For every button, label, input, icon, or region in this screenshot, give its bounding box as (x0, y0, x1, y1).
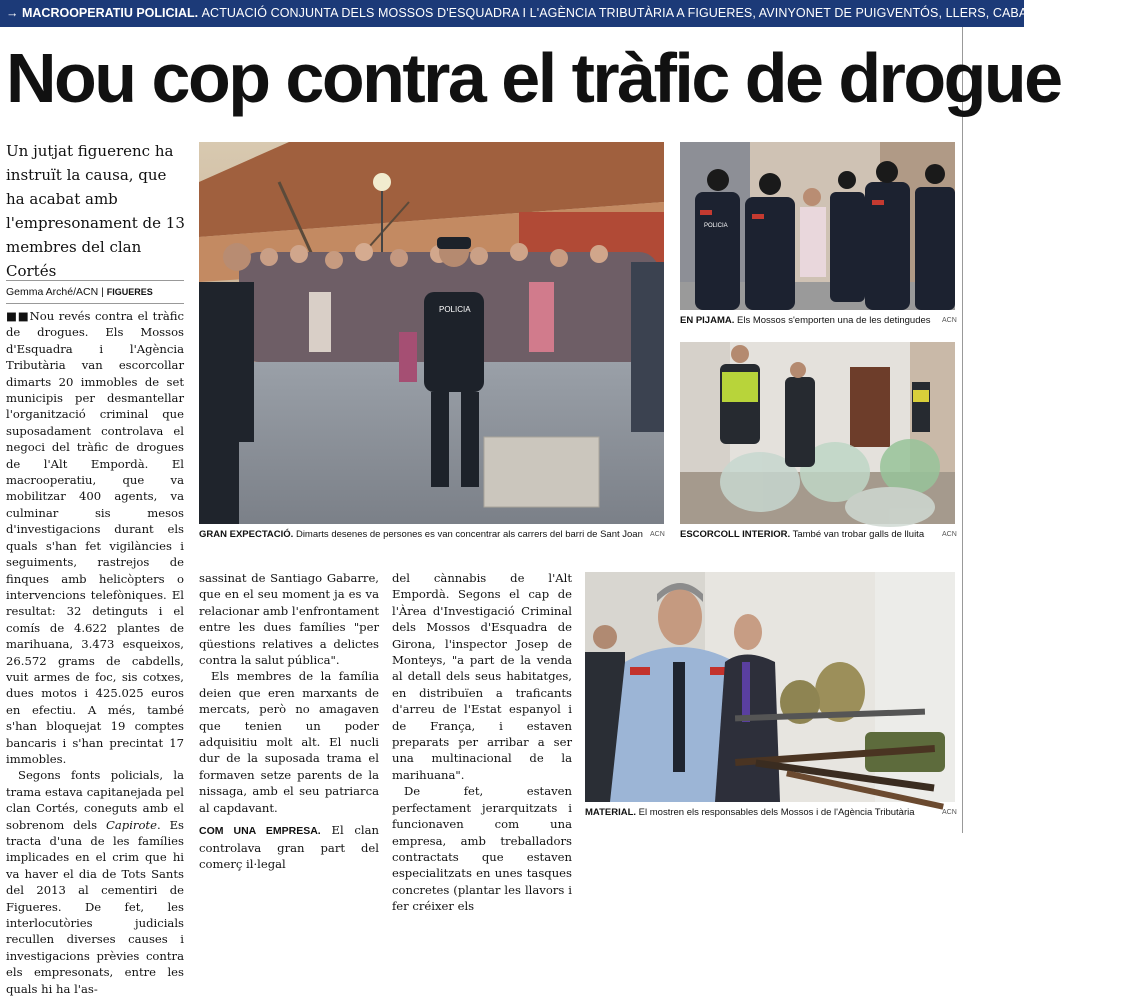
caption-text: Dimarts desenes de persones es van concentrar als carrers del barri de Sant Joan (293, 529, 643, 540)
section-bar (0, 0, 1131, 27)
seized-material-image (585, 572, 955, 802)
photo-pajama (680, 142, 955, 310)
article-column-2 (199, 570, 379, 872)
photo-interior-caption (680, 528, 940, 541)
text-run: El clan controlava gran part del comerç il·legal (199, 823, 380, 871)
interior-search-image (680, 342, 955, 524)
caption-text: El mostren els responsables dels Mossos i de l'Agència Tributària (636, 807, 915, 818)
text-run: Segons fonts policials, la trama estava capitanejada pel clan Cortés, coneguts amb el sobrenom dels (6, 768, 184, 832)
photo-pajama-caption (680, 314, 940, 327)
photo-interior (680, 342, 955, 524)
paragraph: sassinat de Santiago Gabarre, que en el seu moment ja es va relacionar amb l'enfrontament entre les dues famílies "per qüestions relatives a delictes contra la salut pública". (199, 571, 379, 668)
lede: Un jutjat figuerenc ha instruït la causa, que ha acabat amb l'empresonament de 13 membres del clan Cortés (6, 142, 185, 280)
photo-credit: ACN (650, 531, 665, 538)
paragraph (199, 822, 379, 872)
text-run: . Es tracta d'una de les famílies implicades en el crim que hi va haver el dia de Tots Sants del 2013 al cementiri de Figueres. De fet, les interlocutòries judicials recullen diverses causes i investigacions prèvies contra els empresonats, entre les quals hi ha l'as- (6, 817, 184, 996)
page-margin-rule (962, 27, 963, 833)
article-column-3 (392, 570, 572, 915)
byline-location: FIGUERES (106, 287, 153, 297)
vest-label: POLICIA (704, 223, 728, 229)
byline: Gemma Arché/ACN | FIGUERES (6, 280, 184, 304)
photo-material-caption (585, 806, 935, 819)
photo-credit: ACN (942, 531, 957, 538)
byline-author: Gemma Arché/ACN (6, 286, 99, 298)
caption-label: GRAN EXPECTACIÓ. (199, 529, 294, 540)
photo-crowd (199, 142, 664, 524)
headline: Nou cop contra el tràfic de drogue (6, 39, 1061, 117)
nickname-italic: Capirote (106, 817, 157, 832)
crowd-scene-image (199, 142, 664, 524)
paragraph: del cànnabis de l'Alt Empordà. Segons el cap de l'Àrea d'Investigació Criminal dels Mossos d'Esquadra de Girona, l'inspector Josep de Monteys, "a part de la venda al detall dels seus habitatges, en distribuïen a traficants d'arreu de l'Estat espanyol i de França, i estaven preparats per arribar a ser una multinacional de la marihuana". (392, 571, 572, 782)
paragraph: De fet, estaven perfectament jerarquitzats i funcionaven com una empresa, amb treballadors contractats que estaven especialitzats en unes tasques concretes (plantar les llavors i fer créixer els (392, 784, 572, 914)
caption-label: EN PIJAMA. (680, 315, 735, 326)
caption-text: Els Mossos s'emporten una de les detingudes (734, 315, 931, 326)
photo-crowd-caption (199, 528, 643, 541)
vest-label: POLICIA (439, 305, 471, 314)
article-column-1 (6, 308, 184, 997)
section-subtitle: ACTUACIÓ CONJUNTA DELS MOSSOS D'ESQUADRA I L'AGÈNCIA TRIBUTÀRIA A FIGUERES, AVINYONET DE PUIGVENTÓS, LLERS, CABANES, SANT MIQU (201, 6, 1131, 20)
photo-material (585, 572, 955, 802)
photo-credit: ACN (942, 317, 957, 324)
caption-label: MATERIAL. (585, 807, 637, 818)
paragraph: ■■Nou revés contra el tràfic de drogues. Els Mossos d'Esquadra i l'Agència Tributària van escorcollar dimarts 20 immobles de set municipis per desmantellar l'organització criminal que suposadament controlava el negoci del tràfic de drogues de l'Alt Empordà. El macrooperatiu, que va mobilitzar 400 agents, va culminar sis mesos d'investigacions durant els quals s'han fet vigilàncies i seguiments, rastrejos de finques amb helicòpters o intervencions telefòniques. El resultat: 32 detinguts i el comís de 4.622 plantes de marihuana, 3.473 esqueixos, 26.572 grams de cabdells, vuit armes de foc, sis cotxes, dues motos i 425.025 euros en efectiu. A més, també s'han bloquejat 19 comptes bancaris i s'han precintat 17 immobles. (6, 309, 184, 766)
section-kicker: → MACROOPERATIU POLICIAL. (6, 6, 199, 20)
subhead: COM UNA EMPRESA. (199, 825, 321, 838)
paragraph (6, 767, 184, 997)
caption-label: ESCORCOLL INTERIOR. (680, 529, 791, 540)
paragraph: Els membres de la família deien que eren marxants de mercats, però no amagaven que tenien un poder adquisitiu molt alt. El nucli dur de la suposada trama el formaven setze parents de la nissaga, amb el seu patriarca al capdavant. (199, 669, 379, 815)
arrest-scene-image (680, 142, 955, 310)
photo-credit: ACN (942, 809, 957, 816)
caption-text: També van trobar galls de lluita (790, 529, 925, 540)
